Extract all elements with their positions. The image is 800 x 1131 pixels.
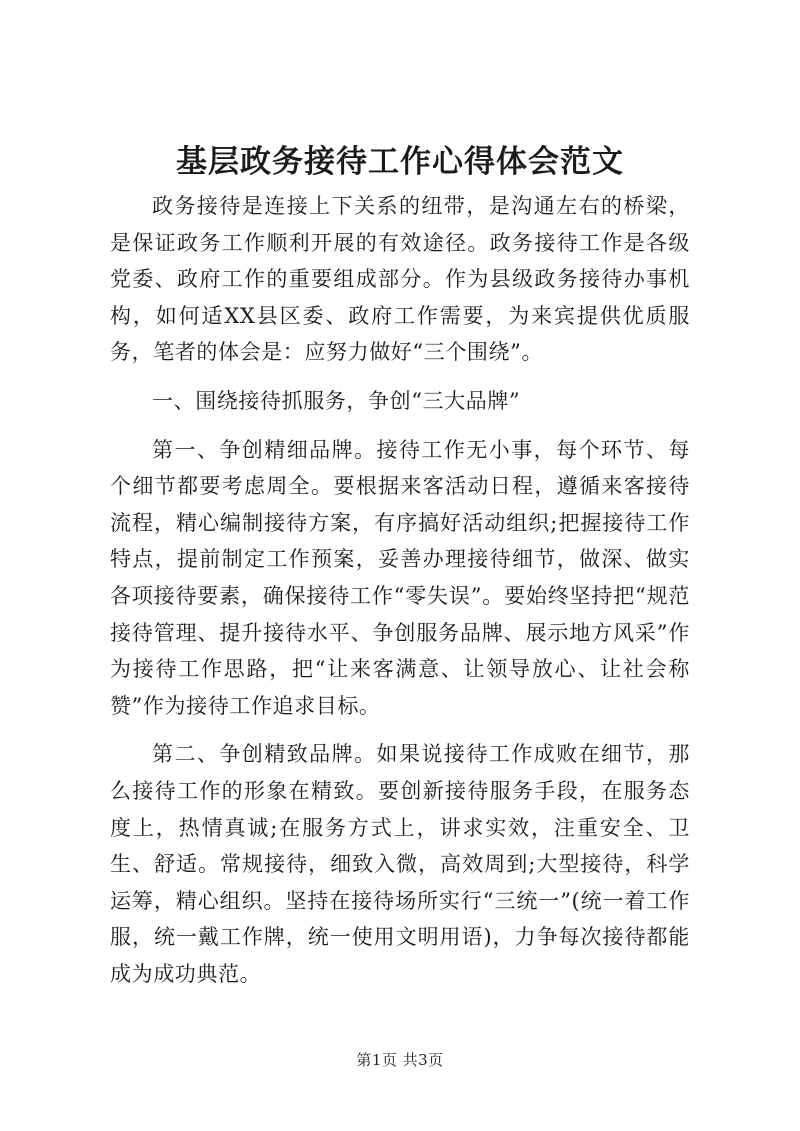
- second-point-paragraph: 第二、争创精致品牌。如果说接待工作成败在细节，那么接待工作的形象在精致。要创新接待服务手段，在服务态度上，热情真诚;在服务方式上，讲求实效，注重安全、卫生、舒适。常规接待，细致入微，高效周到;大型接待，科学运筹，精心组织。坚持在接待场所实行“三统一”(统一着工作服，统一戴工作牌，统一使用文明用语)，力争每次接待都能成为成功典范。: [110, 742, 690, 986]
- document-title: 基层政务接待工作心得体会范文: [176, 144, 624, 180]
- intro-paragraph: 政务接待是连接上下关系的纽带，是沟通左右的桥梁，是保证政务工作顺利开展的有效途径。政务接待工作是各级党委、政府工作的重要组成部分。作为县级政务接待办事机构，如何适XX县区委、政府工作需要，为来宾提供优质服务，笔者的体会是：应努力做好“三个围绕”。: [110, 194, 690, 365]
- page-footer: 第1页 共3页: [356, 1051, 444, 1069]
- paragraph-gap: [110, 724, 690, 736]
- paragraph-gap: [110, 371, 690, 383]
- paragraph-gap: [110, 420, 690, 432]
- first-point-paragraph: 第一、争创精细品牌。接待工作无小事，每个环节、每个细节都要考虑周全。要根据来客活动日程，遵循来客接待流程，精心编制接待方案，有序搞好活动组织;把握接待工作特点，提前制定工作预案，妥善办理接待细节，做深、做实各项接待要素，确保接待工作“零失误”。要始终坚持把“规范接待管理、提升接待水平、争创服务品牌、展示地方风采”作为接待工作思路，把“让来客满意、让领导放心、让社会称赞”作为接待工作追求目标。: [110, 437, 690, 718]
- section-heading: 一、围绕接待抓服务，争创“三大品牌”: [152, 388, 521, 413]
- document-body: [110, 188, 690, 992]
